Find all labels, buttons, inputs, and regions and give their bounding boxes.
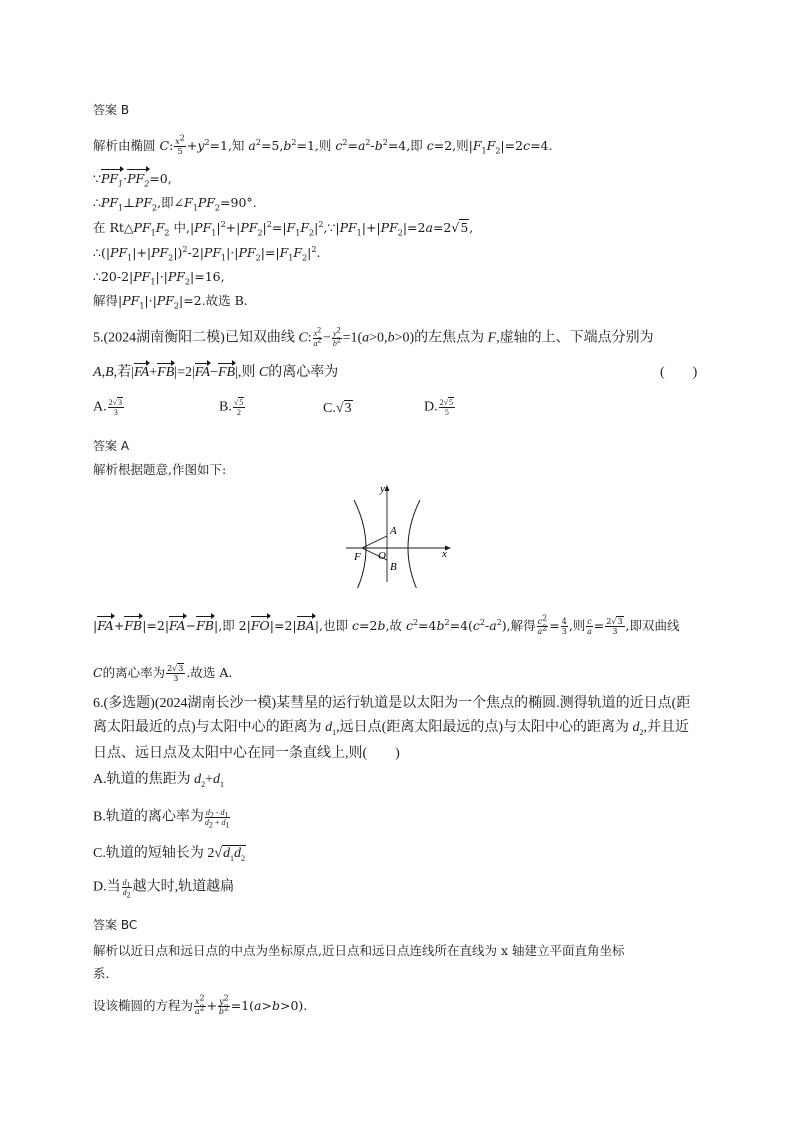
solution-line: 解得$|PF_1|\cdot|PF_2|=2$.故选 B.	[93, 293, 248, 311]
question-source: (2024湖南长沙一模)	[154, 696, 277, 711]
solution-line: 解析根据题意,作图如下:	[93, 462, 227, 477]
option-b: B.轨道的离心率为 $\frac{d_2 - d_1}{d_2 + d_1}$	[93, 808, 230, 830]
label-a: A	[390, 525, 397, 537]
question-tag: (多选题)	[103, 696, 155, 711]
solution-line: $\because PF_1\cdot PF_2=0$,	[93, 171, 172, 189]
option-d: D.当 $\frac{d_1}{d_2}$ 越大时,轨道越扁	[93, 878, 235, 900]
label-y: y	[380, 483, 385, 495]
option-c: C.轨道的短轴长为 $2√d_1d_2$	[93, 846, 246, 863]
solution-line: $\therefore(|PF_1|+|PF_2|)^2-2|PF_1|\cdot|PF_2|=|F_1F_2|^2$.	[93, 244, 321, 263]
option-a: A. $\frac{2√3}{3}$	[93, 398, 123, 417]
option-d: D. $\frac{2√5}{5}$	[424, 398, 454, 417]
y-axis-arrow-icon	[385, 485, 390, 491]
solution-line: 解析由椭圆 C: $\frac{x^2}{5}$ $+y^2=1$,知 $a^2=5,b^2=1$,则 $c^2=a^2-b^2=4$,即 c=2,则$|F_1F_2|=2c=4$.	[93, 133, 553, 156]
hyperbola-figure	[340, 478, 460, 588]
question-number: 5.	[93, 330, 104, 346]
solution-line: 系.	[93, 966, 110, 981]
question-6-stem-3: 日点、远日点及太阳中心在同一条直线上,则( )	[93, 746, 400, 761]
solution-line: C的离心率为 $\frac{2√3}{3}$ .故选 A.	[93, 664, 233, 683]
option-b: B. $\frac{√5}{2}$	[219, 398, 244, 417]
answer-bracket: ( )	[660, 365, 698, 380]
question-source: (2024湖南衡阳二模)	[103, 330, 225, 346]
question-5-stem-2: A,B,若|FA+FB|=2|FA−FB|,则 C的离心率为	[93, 365, 339, 380]
label-x: x	[442, 548, 447, 560]
answer-label: 答案 BC	[93, 918, 138, 932]
answer-label: 答案 B	[93, 103, 130, 117]
answer-label: 答案 A	[93, 439, 130, 453]
solution-line: $\therefore PF_1\perp PF_2$,即$\angle F_1PF_2=90^\circ$.	[93, 195, 257, 213]
solution-line: 解析以近日点和远日点的中点为坐标原点,近日点和远日点连线所在直线为 x 轴建立平面直角坐标	[93, 943, 625, 958]
label-f: F	[354, 551, 361, 563]
hyperbola-right-branch	[408, 500, 420, 588]
question-5-stem: 5.(2024湖南衡阳二模)已知双曲线 C: $\frac{x^2}{a^2}$ − $\frac{y^2}{b^2}$ =1(a>0,b>0)的左焦点为 F,虚轴的上、下端点分别为	[93, 325, 654, 348]
hyperbola-left-branch	[354, 500, 366, 588]
question-6-stem-2: 离太阳最近的点)与太阳中心的距离为 $d_1$,远日点(距离太阳最远的点)与太阳中心的距离为 $d_2$,并且近	[93, 720, 689, 737]
label-o: O	[378, 550, 386, 562]
solution-line: $\therefore 20-2|PF_1|\cdot|PF_2|=16$,	[93, 269, 225, 287]
question-6-stem: 6.(多选题)(2024湖南长沙一模)某彗星的运行轨道是以太阳为一个焦点的椭圆.测得轨道的近日点(距	[93, 696, 691, 711]
label-b: B	[390, 561, 397, 573]
question-number: 6.	[93, 696, 104, 711]
solution-line: 在 $Rt\triangle PF_1F_2$ 中$,|PF_1|^2+|PF_2|^2=|F_1F_2|^2,\because|PF_1|+|PF_2|=2a=2√5$,	[93, 219, 474, 238]
option-c: C.√3	[323, 401, 352, 416]
solution-line: |FA+FB|=2|FA−FB|,即 2|FO|=2|BA|,也即 c=2b,故 $c^2=4b^2=4(c^2-a^2)$,解得 $\frac{c^2}{a^2}$ = $\frac{4}{3}$ ,则 $\frac{c}{a}$ = $\frac{2√3}{3}$ ,即双曲线	[93, 613, 680, 636]
option-a: A.轨道的焦距为 $d_2+d_1$	[93, 772, 225, 789]
solution-line: 设该椭圆的方程为 $\frac{x^2}{a^2}$ + $\frac{y^2}{b^2}$ =1(a>b>0).	[93, 993, 308, 1016]
